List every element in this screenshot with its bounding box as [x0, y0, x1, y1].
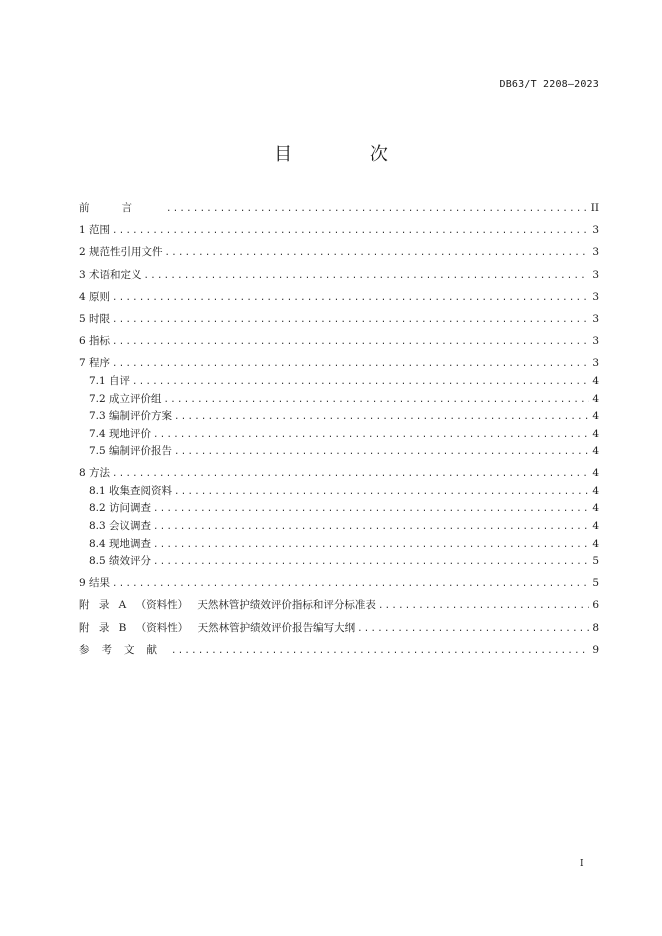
- toc-leader-dots: [174, 484, 589, 501]
- toc-entry-references[interactable]: [79, 642, 599, 664]
- toc-entry-page: 6: [592, 599, 599, 612]
- toc-entry-label: 9 结果: [79, 577, 111, 590]
- toc-entry[interactable]: [79, 311, 599, 333]
- toc-entry-page: 4: [592, 484, 599, 497]
- toc-entry-label: 8.1 收集查阅资料: [89, 484, 173, 497]
- toc-leader-dots: [174, 409, 589, 426]
- toc-entry-label: 8 方法: [79, 467, 111, 480]
- toc-entry-label: 7.2 成立评价组: [89, 392, 162, 405]
- toc-entry-page: 3: [592, 268, 599, 281]
- toc-entry-label: 7.3 编制评价方案: [89, 410, 173, 423]
- toc-entry-page: 5: [592, 577, 599, 590]
- toc-leader-dots: [112, 334, 589, 351]
- toc-entry[interactable]: [79, 289, 599, 311]
- toc-entry-label: 6 指标: [79, 335, 111, 348]
- toc-entry-page: 4: [592, 502, 599, 515]
- toc-entry-page: 4: [592, 427, 599, 440]
- toc-entry-label: 8.3 会议调查: [89, 520, 152, 533]
- page-number: I: [580, 859, 584, 869]
- toc-entry-label: 5 时限: [79, 312, 111, 325]
- toc-entry[interactable]: [79, 333, 599, 355]
- toc-leader-dots: [112, 356, 589, 373]
- toc-entry-page: 4: [592, 537, 599, 550]
- toc-leader-dots: [112, 223, 589, 240]
- toc-entry-page: 3: [592, 357, 599, 370]
- toc-entry-page: 4: [592, 520, 599, 533]
- toc-leader-dots: [153, 537, 589, 554]
- toc-entry-label: 附 录 B （资料性） 天然林管护绩效评价报告编写大纲: [79, 621, 356, 634]
- toc-entry-label: 7.4 现地评价: [89, 427, 152, 440]
- toc-entry[interactable]: [79, 575, 599, 597]
- toc-entry-label: 3 术语和定义: [79, 268, 142, 281]
- toc-subentry[interactable]: [79, 483, 599, 501]
- toc-entry-page: 9: [592, 643, 599, 656]
- toc-entry-page: 4: [592, 467, 599, 480]
- toc-leader-dots: [378, 598, 589, 615]
- toc-entry-label: 7.1 自评: [89, 374, 131, 387]
- toc-subentry[interactable]: [79, 426, 599, 444]
- toc-entry-page: 3: [592, 335, 599, 348]
- toc-entry-appendix-b[interactable]: [79, 620, 599, 642]
- toc-subentry[interactable]: [79, 518, 599, 536]
- toc-entry-label: 参考文献: [79, 643, 169, 656]
- toc-subentry[interactable]: [79, 373, 599, 391]
- toc-leader-dots: [153, 519, 589, 536]
- toc-entry-page: 4: [592, 445, 599, 458]
- toc-leader-dots: [112, 466, 589, 483]
- toc-entry-label: 7 程序: [79, 357, 111, 370]
- toc-leader-dots: [132, 374, 589, 391]
- toc-leader-dots: [112, 290, 589, 307]
- toc-subentry[interactable]: [79, 408, 599, 426]
- toc-entry-page: 3: [592, 224, 599, 237]
- toc-entry[interactable]: [79, 222, 599, 244]
- toc-entry-label: 4 原则: [79, 290, 111, 303]
- toc-entry-page: 3: [592, 312, 599, 325]
- toc-entry-label: 2 规范性引用文件: [79, 246, 163, 259]
- toc-entry-page: 4: [592, 410, 599, 423]
- toc-leader-dots: [166, 201, 589, 218]
- document-code: DB63/T 2208—2023: [499, 79, 599, 90]
- toc-entry-page: 3: [592, 290, 599, 303]
- toc-leader-dots: [144, 268, 589, 285]
- toc-leader-dots: [171, 643, 589, 660]
- toc-entry-page: 4: [592, 374, 599, 387]
- toc-entry-page: 8: [592, 621, 599, 634]
- toc-subentry[interactable]: [79, 391, 599, 409]
- toc-entry-label: 8.2 访问调查: [89, 502, 152, 515]
- toc-leader-dots: [174, 444, 589, 461]
- toc-entry-label: 1 范围: [79, 224, 111, 237]
- toc-entry-label: 附 录 A （资料性） 天然林管护绩效评价指标和评分标准表: [79, 599, 376, 612]
- toc-entry-page: II: [590, 202, 599, 214]
- toc-entry[interactable]: [79, 465, 599, 483]
- toc-subentry[interactable]: [79, 500, 599, 518]
- toc-entry-label: 8.5 绩效评分: [89, 555, 152, 568]
- toc-leader-dots: [165, 245, 589, 262]
- toc-subentry[interactable]: [79, 536, 599, 554]
- toc-entry-label: 8.4 现地调查: [89, 537, 152, 550]
- toc-entry[interactable]: [79, 244, 599, 266]
- toc-leader-dots: [112, 576, 589, 593]
- toc-leader-dots: [153, 427, 589, 444]
- toc-leader-dots: [164, 392, 589, 409]
- table-of-contents: [79, 200, 599, 664]
- toc-entry-page: 5: [592, 555, 599, 568]
- toc-subentry[interactable]: [79, 443, 599, 465]
- toc-entry[interactable]: [79, 267, 599, 289]
- toc-subentry[interactable]: [79, 553, 599, 575]
- toc-leader-dots: [357, 621, 589, 638]
- toc-leader-dots: [112, 312, 589, 329]
- toc-entry-page: 3: [592, 246, 599, 259]
- toc-entry-foreword[interactable]: [79, 200, 599, 222]
- toc-entry-page: 4: [592, 392, 599, 405]
- toc-leader-dots: [153, 554, 589, 571]
- toc-entry-appendix-a[interactable]: [79, 597, 599, 619]
- toc-entry-label: 7.5 编制评价报告: [89, 445, 173, 458]
- toc-entry-label: 前言: [79, 202, 164, 214]
- page-title: 目 次: [274, 144, 424, 165]
- toc-leader-dots: [153, 501, 589, 518]
- toc-entry[interactable]: [79, 355, 599, 373]
